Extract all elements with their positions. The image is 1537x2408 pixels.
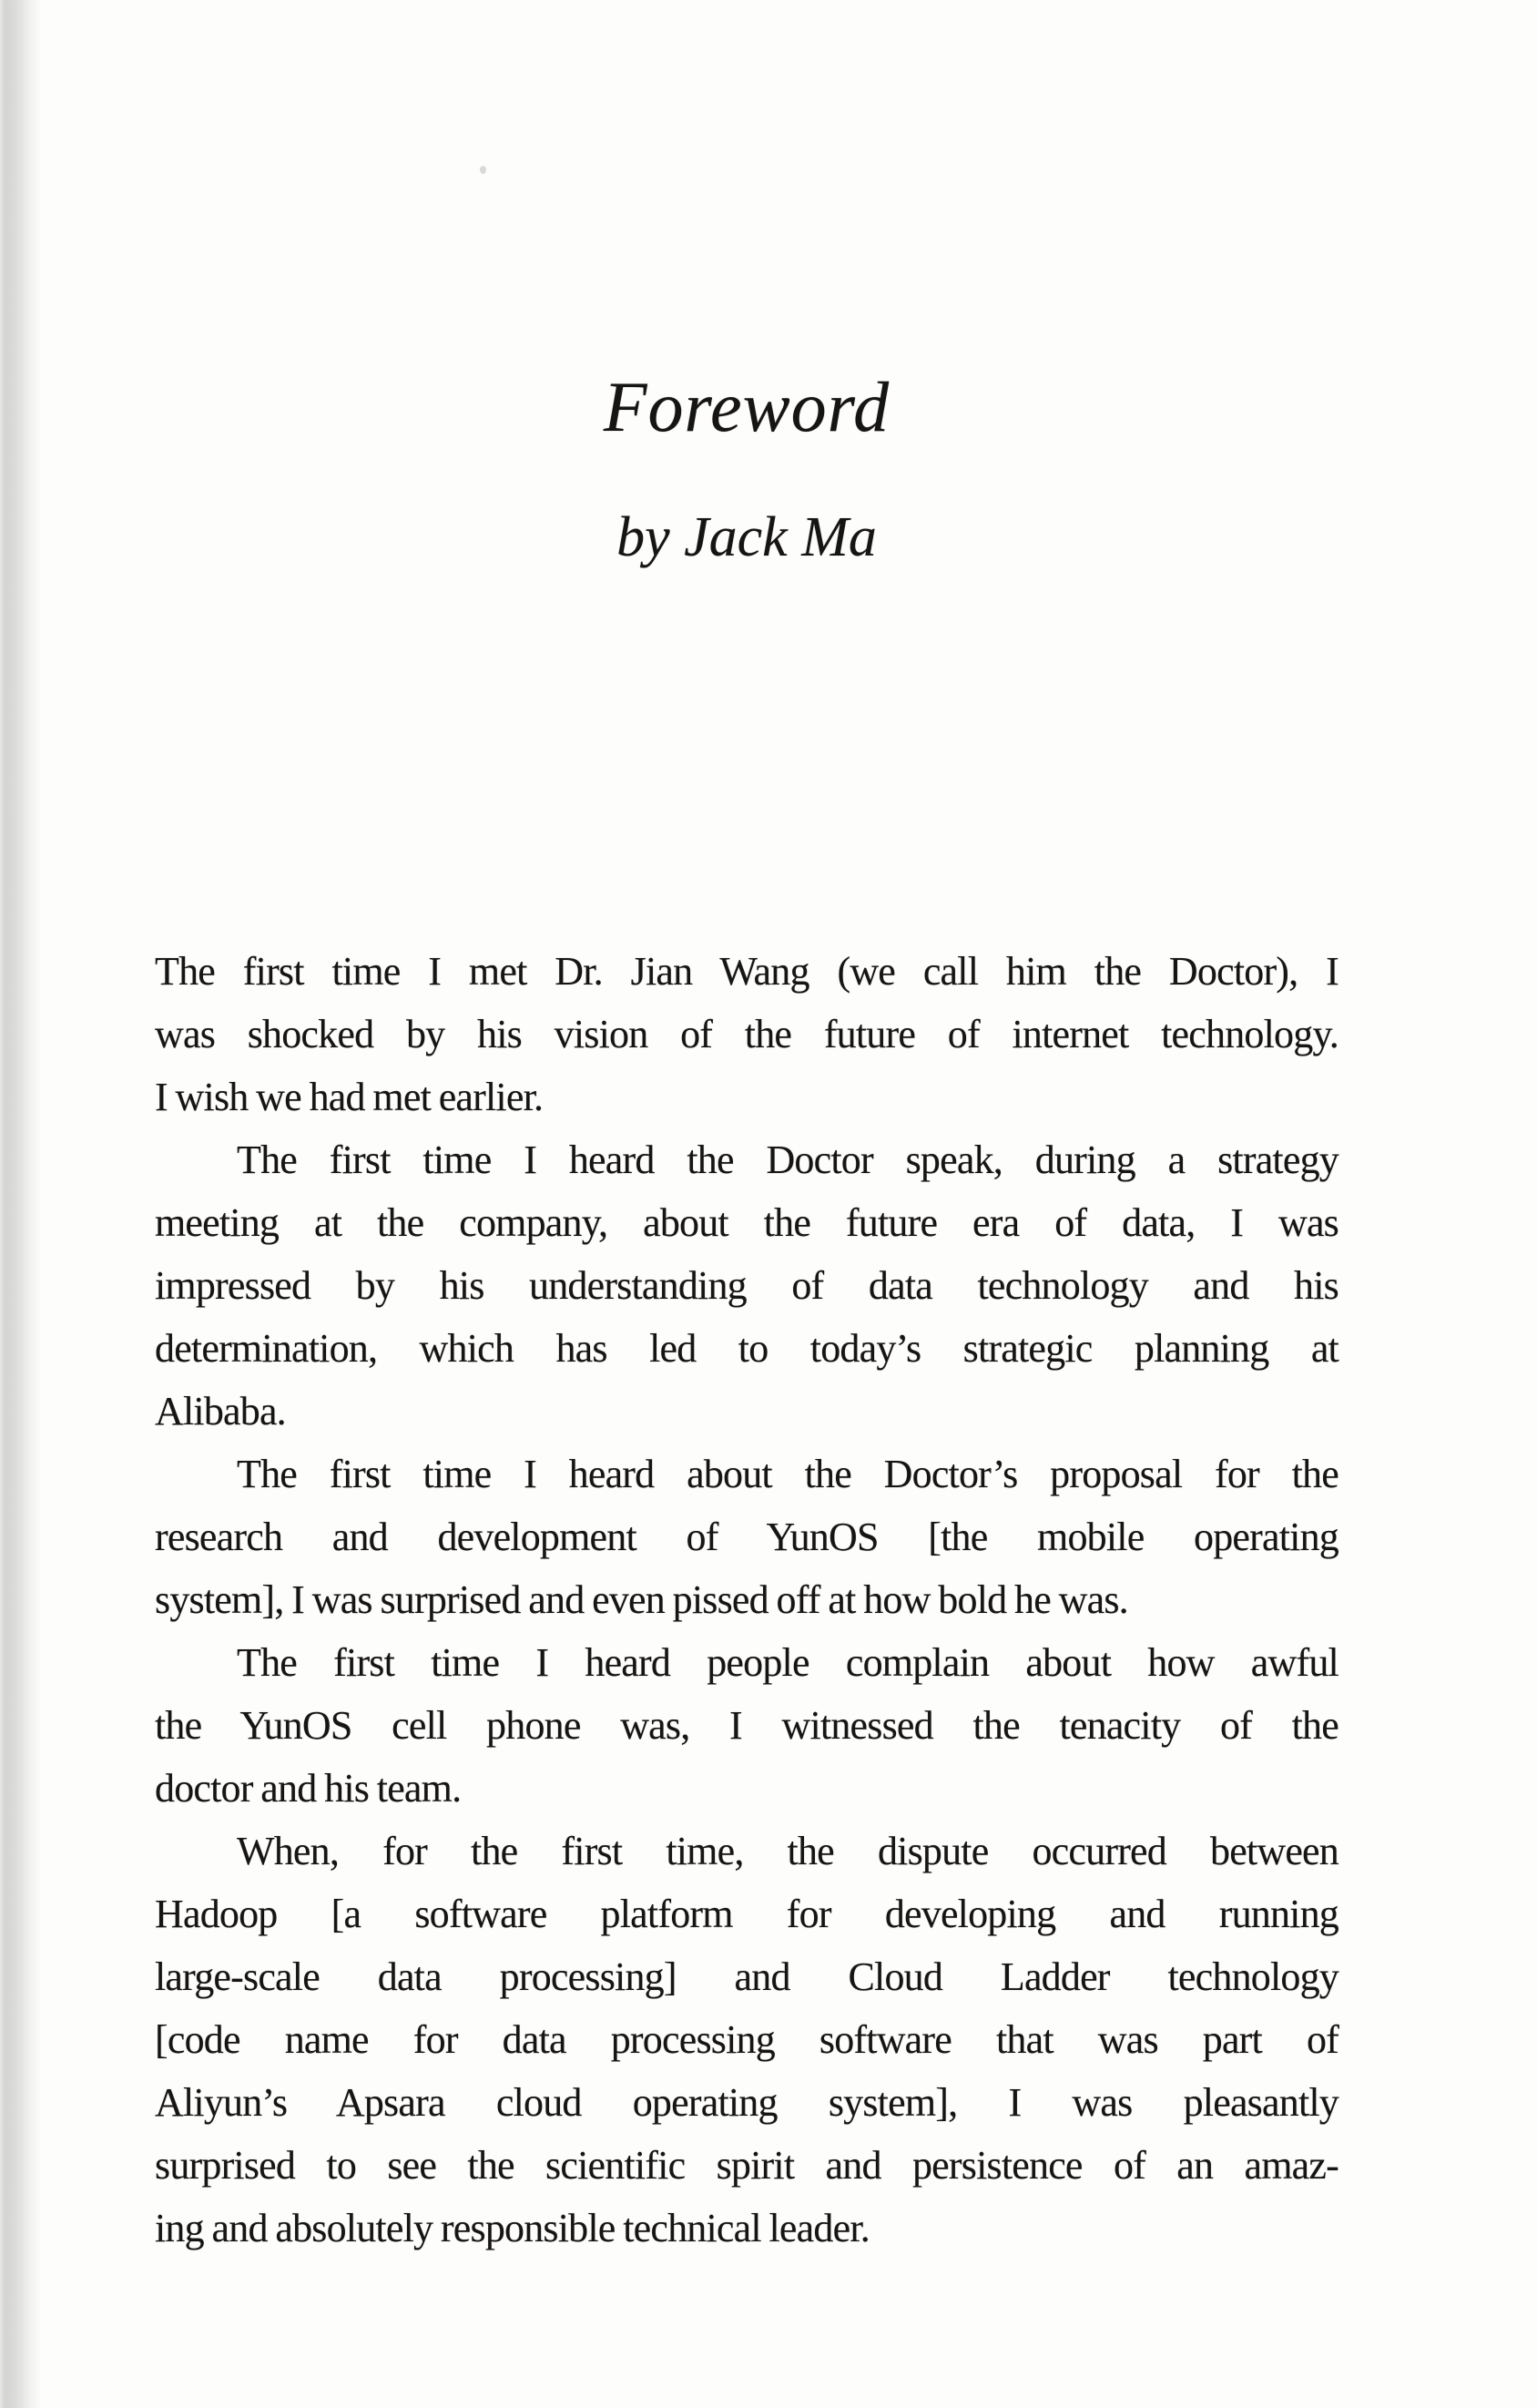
text-line: I wish we had met earlier.	[155, 1075, 544, 1119]
page-subtitle: by Jack Ma	[616, 506, 877, 568]
text-line: [code name for data processing software that was part of	[155, 2017, 1339, 2062]
chapter-heading	[155, 367, 1339, 569]
text-line: system], I was surprised and even pissed off at how bold he was.	[155, 1577, 1128, 1622]
page-edge-shadow	[0, 0, 42, 2408]
text-line: was shocked by his vision of the future of internet technology.	[155, 1012, 1339, 1056]
text-line: Hadoop [a software platform for developing and running	[155, 1892, 1339, 1936]
text-line: The first time I heard people complain about how awful	[237, 1640, 1339, 1685]
paragraph	[155, 1128, 1339, 1443]
text-line: Aliyun’s Apsara cloud operating system], I was pleasantly	[155, 2080, 1339, 2125]
text-line: impressed by his understanding of data technology and his	[155, 1263, 1339, 1308]
paragraph	[155, 1820, 1339, 2260]
text-line: doctor and his team.	[155, 1766, 462, 1811]
text-line: surprised to see the scientific spirit and persistence of an amaz-	[155, 2143, 1339, 2188]
text-line: large-scale data processing] and Cloud Ladder technology	[155, 1954, 1339, 1999]
text-line: the YunOS cell phone was, I witnessed the tenacity of the	[155, 1703, 1339, 1748]
scan-speck	[480, 166, 486, 174]
text-line: The first time I heard the Doctor speak, during a strategy	[237, 1138, 1339, 1182]
paragraph	[155, 1443, 1339, 1631]
page-title: Foreword	[603, 367, 891, 446]
text-line: research and development of YunOS [the mobile operating	[155, 1515, 1339, 1559]
paragraph	[155, 1631, 1339, 1820]
paragraph	[155, 940, 1339, 1128]
body-paragraphs	[155, 940, 1339, 2260]
text-line: The first time I heard about the Doctor’s proposal for the	[237, 1452, 1339, 1496]
text-line: determination, which has led to today’s strategic planning at	[155, 1326, 1339, 1371]
text-line: Alibaba.	[155, 1389, 286, 1434]
text-line: meeting at the company, about the future era of data, I was	[155, 1200, 1339, 1245]
text-line: ing and absolutely responsible technical leader.	[155, 2206, 870, 2250]
text-line: When, for the first time, the dispute occurred between	[237, 1829, 1339, 1873]
text-line: The first time I met Dr. Jian Wang (we call him the Doctor), I	[155, 949, 1339, 994]
